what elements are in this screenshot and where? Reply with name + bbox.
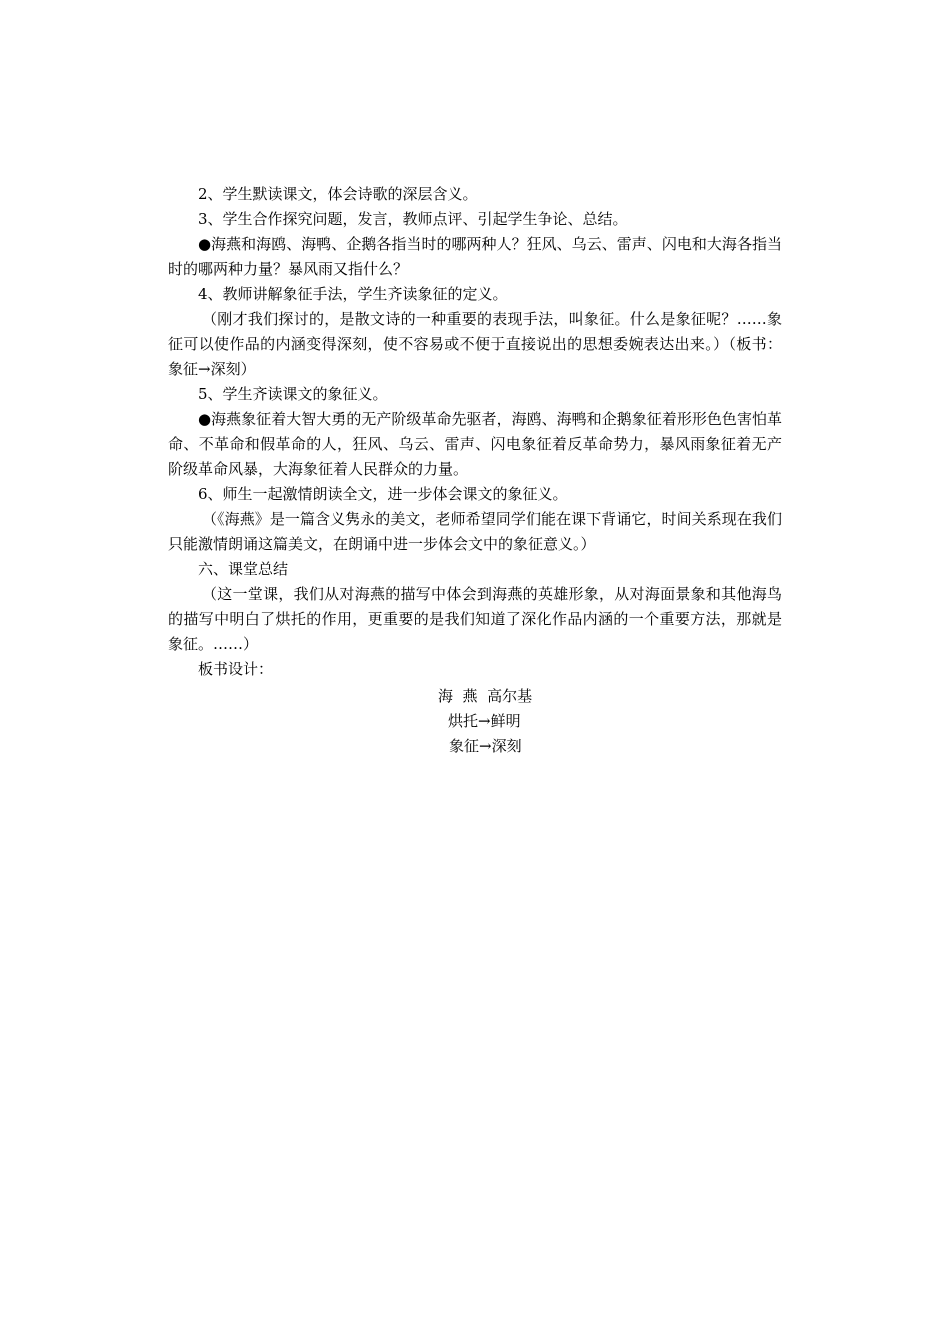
reading-note-paragraph: （《海燕》是一篇含义隽永的美文，老师希望同学们能在课下背诵它，时间关系现在我们只能激情朗诵这篇美文，在朗诵中进一步体会文中的象征意义。） [168, 510, 782, 553]
symbolism-meaning-bullet-paragraph: ●海燕象征着大智大勇的无产阶级革命先驱者，海鸥、海鸭和企鹅象征着形形色色害怕革命、不革命和假革命的人，狂风、乌云、雷声、闪电象征着反革命势力，暴风雨象征着无产阶级革命风暴，大海象征着人民群众的力量。 [168, 410, 782, 478]
board-title-line: 海 燕 高尔基 [438, 687, 533, 705]
summary-paragraph: （这一堂课，我们从对海燕的描写中体会到海燕的英雄形象，从对海面景象和其他海鸟的描写中明白了烘托的作用，更重要的是我们知道了深化作品内涵的一个重要方法，那就是象征。……） [168, 585, 782, 653]
question-bullet-paragraph: ●海燕和海鸥、海鸭、企鹅各指当时的哪两种人？狂风、乌云、雷声、闪电和大海各指当时的哪两种力量？暴风雨又指什么？ [168, 235, 782, 278]
step-3-paragraph: 3、学生合作探究问题，发言，教师点评、引起学生争论、总结。 [198, 210, 628, 228]
lesson-plan-body [168, 182, 782, 759]
step-5-paragraph: 5、学生齐读课文的象征义。 [198, 385, 388, 403]
section-6-heading: 六、课堂总结 [198, 560, 289, 578]
step-4-paragraph: 4、教师讲解象征手法，学生齐读象征的定义。 [198, 285, 508, 303]
step-2-paragraph: 2、学生默读课文，体会诗歌的深层含义。 [198, 185, 478, 203]
board-design-heading: 板书设计： [198, 660, 274, 678]
board-line-contrast: 烘托→鲜明 [448, 712, 521, 730]
board-line-symbolism: 象征→深刻 [449, 737, 522, 755]
symbolism-explanation-paragraph: （刚才我们探讨的，是散文诗的一种重要的表现手法，叫象征。什么是象征呢？……象征可以使作品的内涵变得深刻，使不容易或不便于直接说出的思想委婉表达出来。）（板书：象征→深刻） [168, 310, 782, 378]
board-design [168, 684, 782, 759]
step-6-paragraph: 6、师生一起激情朗读全文，进一步体会课文的象征义。 [198, 485, 568, 503]
